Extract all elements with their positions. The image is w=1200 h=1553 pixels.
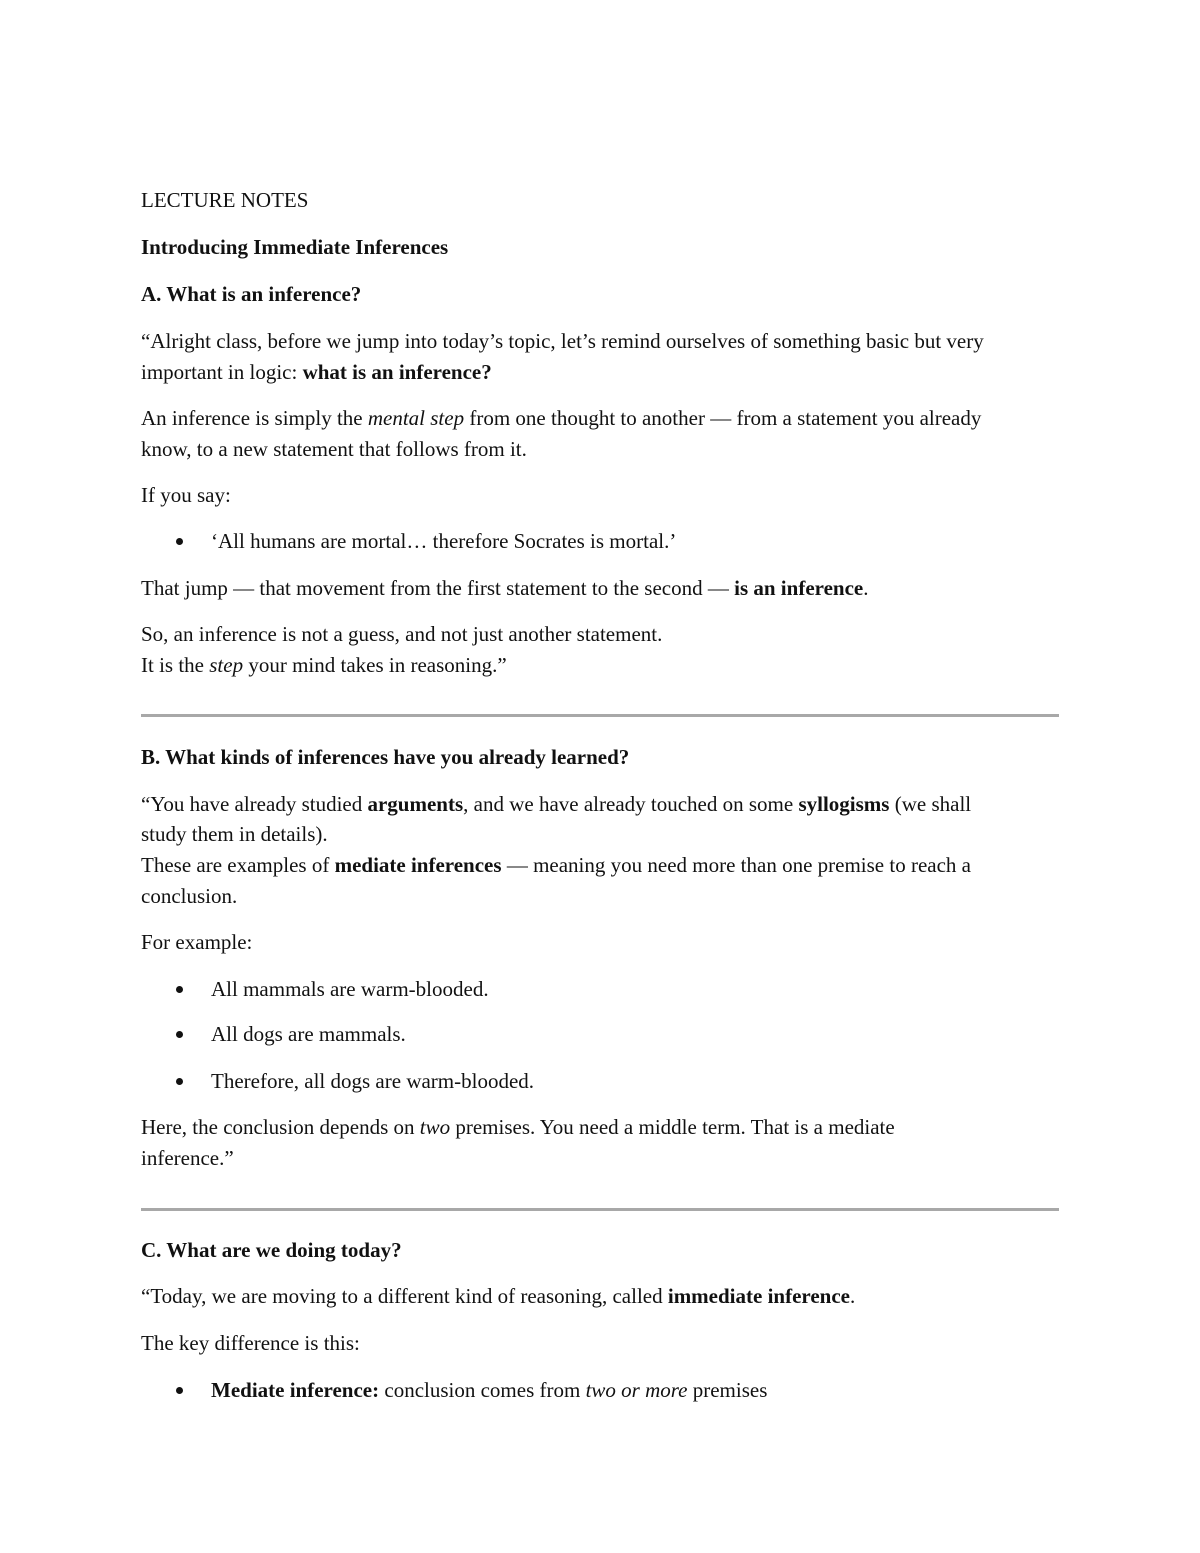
italic-term: mental step (367, 406, 465, 430)
section-a-paragraph-2-line-2: know, to a new statement that follows from it. (141, 437, 527, 461)
section-b-paragraph-3-line-1 (141, 1112, 1071, 1143)
text-run: conclusion comes from (379, 1378, 586, 1402)
text-run: from one thought to another — from a statement you already (464, 406, 982, 430)
section-a-paragraph-4 (141, 573, 1071, 604)
text-run: (we shall (889, 792, 972, 816)
bold-term: Mediate inference: (211, 1378, 380, 1402)
text-run: important in logic: (141, 360, 303, 384)
section-b-paragraph-1-line-3 (141, 850, 1071, 881)
text-run: premises (687, 1378, 768, 1402)
horizontal-divider (141, 1208, 1059, 1211)
bold-term: syllogisms (798, 792, 890, 816)
bullet-icon (176, 538, 183, 545)
text-run: — meaning you need more than one premise to reach a (501, 853, 971, 877)
italic-term: step (209, 653, 244, 677)
section-a-bullet-1: ‘All humans are mortal… therefore Socrates is mortal.’ (211, 529, 677, 553)
section-a-heading: A. What is an inference? (141, 282, 362, 306)
bold-term: what is an inference? (302, 360, 492, 384)
horizontal-divider (141, 714, 1059, 717)
text-run: It is the (141, 653, 210, 677)
text-run: . (863, 576, 869, 600)
bullet-icon (176, 1387, 183, 1394)
section-b-paragraph-3-line-2: inference.” (141, 1146, 234, 1170)
text-run: These are examples of (141, 853, 335, 877)
section-a-paragraph-5-line-2 (141, 650, 1071, 681)
section-b-bullet-1: All mammals are warm-blooded. (211, 977, 489, 1001)
text-run: . (850, 1284, 856, 1308)
section-a-paragraph-3: If you say: (141, 483, 231, 507)
bold-term: is an inference (734, 576, 864, 600)
section-c-paragraph-1 (141, 1281, 1071, 1312)
text-run: An inference is simply the (141, 406, 368, 430)
italic-term: two or more (585, 1378, 688, 1402)
italic-term: two (419, 1115, 451, 1139)
bullet-icon (176, 1078, 183, 1085)
section-b-paragraph-1-line-1 (141, 789, 1071, 820)
text-run: , and we have already touched on some (463, 792, 799, 816)
section-b-bullet-3: Therefore, all dogs are warm-blooded. (211, 1069, 535, 1093)
section-a-paragraph-1-line-2 (141, 357, 1071, 388)
section-a-paragraph-2-line-1 (141, 403, 1071, 434)
bullet-icon (176, 986, 183, 993)
section-a-paragraph-5-line-1: So, an inference is not a guess, and not just another statement. (141, 622, 663, 646)
section-b-paragraph-1-line-2: study them in details). (141, 822, 328, 846)
section-b-bullet-2: All dogs are mammals. (211, 1022, 406, 1046)
section-b-paragraph-2: For example: (141, 930, 253, 954)
section-b-heading: B. What kinds of inferences have you already learned? (141, 745, 630, 769)
section-c-paragraph-2: The key difference is this: (141, 1331, 360, 1355)
bullet-icon (176, 1031, 183, 1038)
bold-term: immediate inference (667, 1284, 850, 1308)
text-run: Here, the conclusion depends on (141, 1115, 420, 1139)
section-a-paragraph-1-line-1: “Alright class, before we jump into today’s topic, let’s remind ourselves of something basic but very (141, 329, 984, 353)
section-c-heading: C. What are we doing today? (141, 1238, 402, 1262)
section-b-paragraph-1-line-4: conclusion. (141, 884, 238, 908)
text-run: “Today, we are moving to a different kind of reasoning, called (141, 1284, 668, 1308)
text-run: your mind takes in reasoning.” (243, 653, 507, 677)
document-subtitle: Introducing Immediate Inferences (141, 235, 449, 259)
bold-term: arguments (367, 792, 464, 816)
section-c-bullet-1 (211, 1375, 767, 1406)
document-title: LECTURE NOTES (141, 188, 309, 212)
text-run: premises. You need a middle term. That is a mediate (450, 1115, 895, 1139)
bold-term: mediate inferences (334, 853, 502, 877)
text-run: “You have already studied (141, 792, 368, 816)
text-run: That jump — that movement from the first statement to the second — (141, 576, 735, 600)
